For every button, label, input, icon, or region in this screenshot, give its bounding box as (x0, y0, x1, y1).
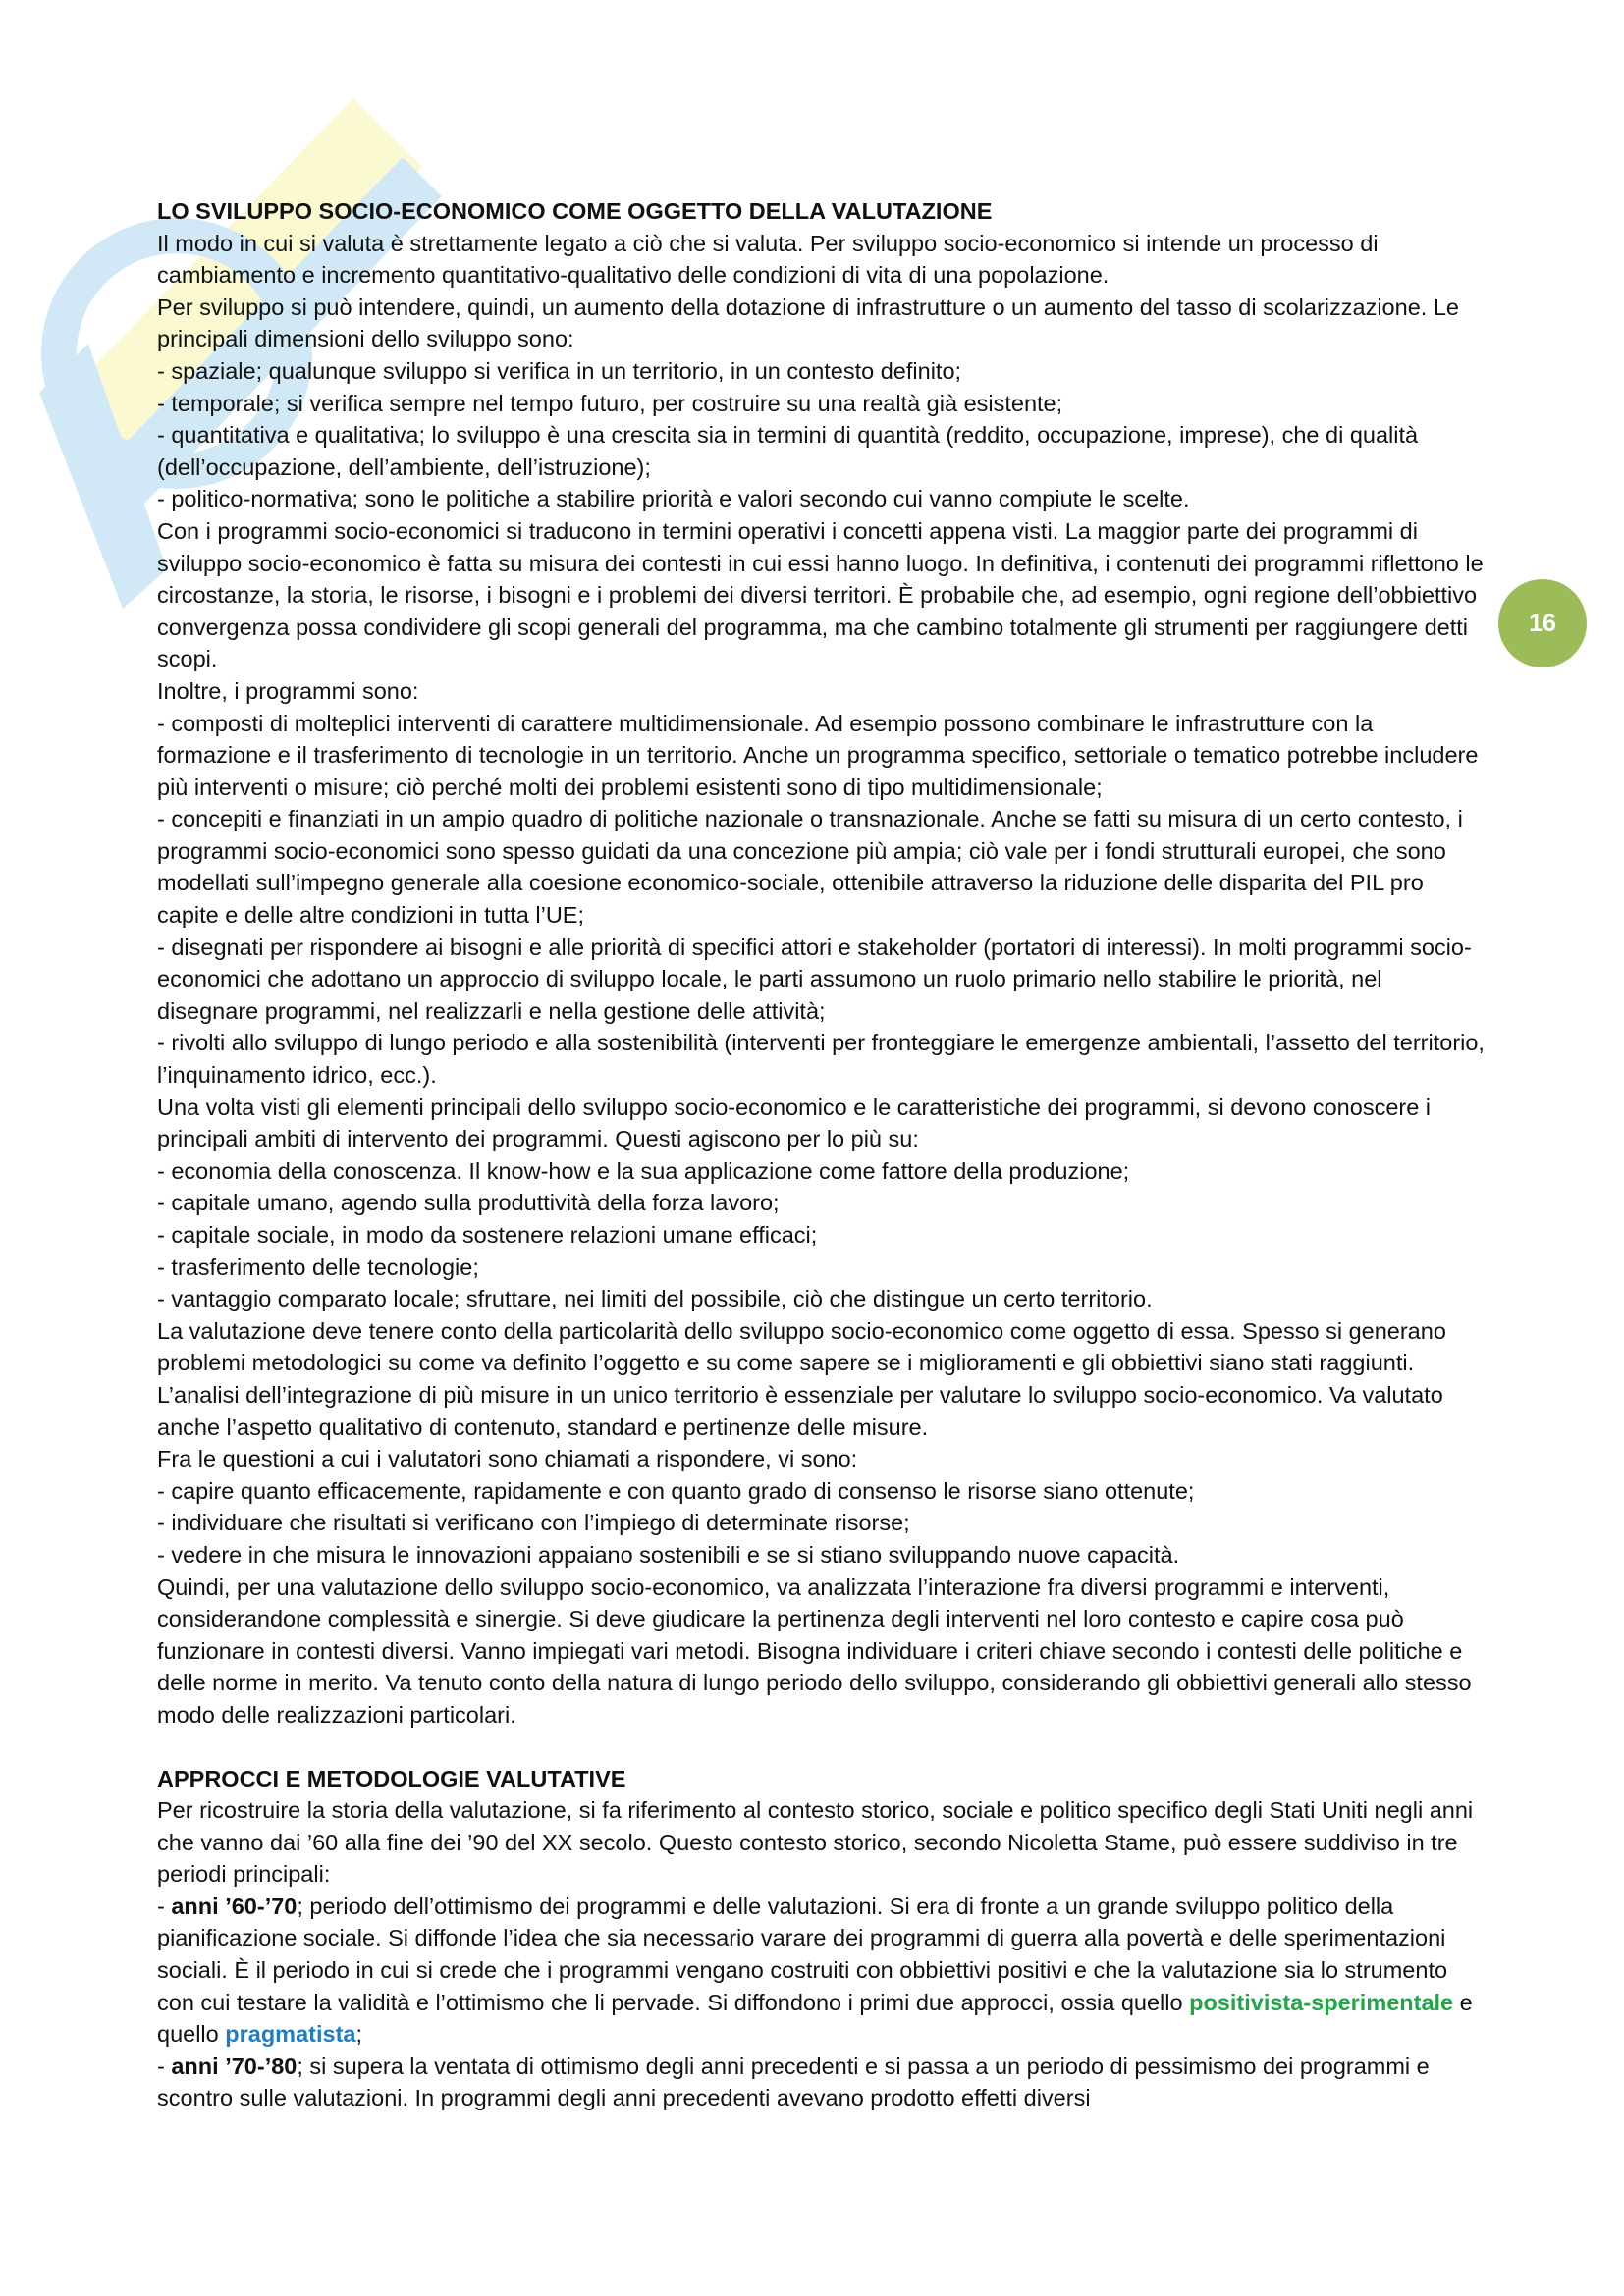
list-item: - quantitativa e qualitativa; lo sviluppo è una crescita sia in termini di quantità (reddito, occupazione, imprese), che di qualità (dell’occupazione, dell’ambiente, dell’istruzione); (157, 422, 1419, 480)
period-label: anni ’70-’80 (171, 2053, 298, 2079)
period-label: anni ’60-’70 (171, 1893, 298, 1919)
list-item: - capitale sociale, in modo da sostenere relazioni umane efficaci; (157, 1222, 818, 1248)
list-item: - rivolti allo sviluppo di lungo periodo e alla sostenibilità (interventi per fronteggiare le emergenze ambientali, l’assetto del territorio, l’inquinamento idrico, ecc.). (157, 1030, 1485, 1089)
list-item: - concepiti e finanziati in un ampio quadro di politiche nazionale o transnazionale. Anche se fatti su misura di un certo contesto, i programmi socio-economici sono spesso guidati da una concezione più ampia; ciò vale per i fondi strutturali europei, che sono modellati sull’impegno generale alla coesione economico-sociale, ottenibile attraverso la riduzione delle disparita del PIL pro capite e delle altre condizioni in tutta l’UE; (157, 806, 1463, 929)
list-item: - capitale umano, agendo sulla produttività della forza lavoro; (157, 1190, 780, 1216)
list-item-period-2 (157, 2051, 1485, 2114)
paragraph: Inoltre, i programmi sono: (157, 677, 419, 704)
paragraph: Fra le questioni a cui i valutatori sono chiamati a rispondere, vi sono: (157, 1446, 858, 1472)
page-number-badge: 16 (1498, 579, 1587, 667)
list-item: - politico-normativa; sono le politiche a stabilire priorità e valori secondo cui vanno compiute le scelte. (157, 486, 1190, 512)
list-item: - vedere in che misura le innovazioni appaiano sostenibili e se si stiano sviluppando nuove capacità. (157, 1541, 1180, 1568)
list-dash: - (157, 1893, 172, 1919)
period-text: e quello (157, 1989, 1473, 2048)
keyword-positivista-sperimentale: positivista-sperimentale (1189, 1989, 1454, 2015)
list-item: - disegnati per rispondere ai bisogni e alle priorità di specifici attori e stakeholder (portatori di interessi). In molti programmi socio-economici che adottano un approccio di sviluppo locale, le parti assumono un ruolo primario nello stabilire le priorità, nel disegnare programmi, nel realizzarli e nella gestione delle attività; (157, 934, 1472, 1024)
list-item: - spaziale; qualunque sviluppo si verifica in un territorio, in un contesto definito; (157, 357, 962, 384)
list-item: - vantaggio comparato locale; sfruttare, nei limiti del possibile, ciò che distingue un certo territorio. (157, 1286, 1153, 1312)
list-item: - trasferimento delle tecnologie; (157, 1254, 479, 1280)
period-text: ; periodo dell’ottimismo dei programmi e delle valutazioni. Si era di fronte a un grande sviluppo politico della pianificazione sociale. Si diffonde l’idea che sia necessario varare dei programmi di guerra alla povertà e delle sperimentazioni sociali. È il periodo in cui si crede che i programmi vengano costruiti con obbiettivi positivi e che la valutazione sia lo strumento con cui testare la validità e l’ottimismo che li pervade. Si diffondono i primi due approcci, ossia quello (157, 1893, 1448, 2015)
paragraph: L’analisi dell’integrazione di più misure in un unico territorio è essenziale per valutare lo sviluppo socio-economico. Va valutato anche l’aspetto qualitativo di contenuto, standard e pertinenze delle misure. (157, 1381, 1443, 1440)
paragraph: Per sviluppo si può intendere, quindi, un aumento della dotazione di infrastrutture o un aumento del tasso di scolarizzazione. Le principali dimensioni dello sviluppo sono: (157, 294, 1459, 352)
keyword-pragmatista: pragmatista (225, 2021, 356, 2048)
paragraph: Con i programmi socio-economici si traducono in termini operativi i concetti appena visti. La maggior parte dei programmi di sviluppo socio-economico è fatta su misura dei contesti in cui essi hanno luogo. In definitiva, i contenuti dei programmi riflettono le circostanze, la storia, le risorse, i bisogni e i problemi dei diversi territori. È probabile che, ad esempio, ogni regione dell’obbiettivo convergenza possa condividere gli scopi generali del programma, ma che cambino totalmente gli strumenti per raggiungere detti scopi. (157, 517, 1484, 672)
period-text: ; si supera la ventata di ottimismo degli anni precedenti e si passa a un periodo di pessimismo dei programmi e scontro sulle valutazioni. In programmi degli anni precedenti avevano prodotto effetti diversi (157, 2053, 1430, 2111)
list-item: - capire quanto efficacemente, rapidamente e con quanto grado di consenso le risorse siano ottenute; (157, 1477, 1195, 1504)
list-item: - composti di molteplici interventi di carattere multidimensionale. Ad esempio possono combinare le infrastrutture con la formazione e il trasferimento di tecnologie in un territorio. Anche un programma specifico, settoriale o tematico potrebbe includere più interventi o misure; ciò perché molti dei problemi esistenti sono di tipo multidimensionale; (157, 710, 1479, 800)
paragraph: La valutazione deve tenere conto della particolarità dello sviluppo socio-economico come oggetto di essa. Spesso si generano problemi metodologici su come va definito l’oggetto e su come sapere se i miglioramenti e gli obbiettivi siano stati raggiunti. (157, 1317, 1446, 1376)
list-item: - individuare che risultati si verificano con l’impiego di determinate risorse; (157, 1510, 910, 1536)
list-dash: - (157, 2053, 172, 2079)
paragraph: Per ricostruire la storia della valutazione, si fa riferimento al contesto storico, sociale e politico specifico degli Stati Uniti negli anni che vanno dai ’60 alla fine dei ’90 del XX secolo. Questo contesto storico, secondo Nicoletta Stame, può essere suddiviso in tre periodi principali: (157, 1797, 1474, 1888)
paragraph: Una volta visti gli elementi principali dello sviluppo socio-economico e le caratteristiche dei programmi, si devono conoscere i principali ambiti di intervento dei programmi. Questi agiscono per lo più su: (157, 1094, 1432, 1152)
section-heading: LO SVILUPPO SOCIO-ECONOMICO COME OGGETTO DELLA VALUTAZIONE (157, 198, 993, 224)
period-text: ; (355, 2021, 362, 2048)
list-item-period-1 (157, 1891, 1485, 2051)
paragraph: Il modo in cui si valuta è strettamente legato a ciò che si valuta. Per sviluppo socio-economico si intende un processo di cambiamento e incremento quantitativo-qualitativo delle condizioni di vita di una popolazione. (157, 230, 1379, 289)
section-heading: APPROCCI E METODOLOGIE VALUTATIVE (157, 1765, 626, 1791)
paragraph: Quindi, per una valutazione dello sviluppo socio-economico, va analizzata l’interazione fra diversi programmi e interventi, considerandone complessità e sinergie. Si deve giudicare la pertinenza degli interventi nel loro contesto e capire cosa può funzionare in contesti diversi. Vanno impiegati vari metodi. Bisogna individuare i criteri chiave secondo i contesti delle politiche e delle norme in merito. Va tenuto conto della natura di lungo periodo dello sviluppo, considerando gli obbiettivi generali allo stesso modo delle realizzazioni particolari. (157, 1574, 1472, 1728)
document-body (157, 195, 1485, 2114)
list-item: - temporale; si verifica sempre nel tempo futuro, per costruire su una realtà già esistente; (157, 390, 1063, 416)
list-item: - economia della conoscenza. Il know-how e la sua applicazione come fattore della produzione; (157, 1157, 1130, 1184)
